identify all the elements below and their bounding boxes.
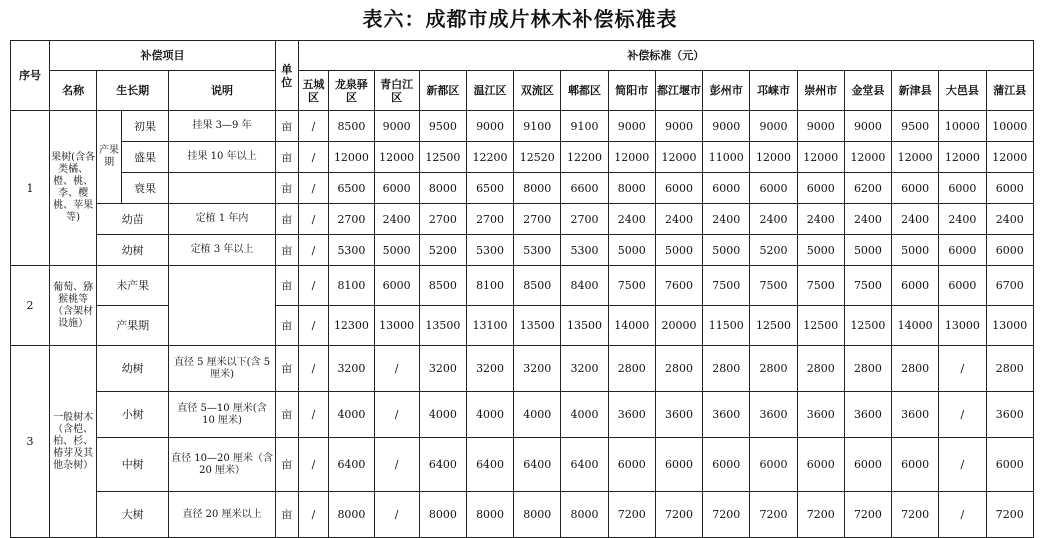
value-cell: 8100 bbox=[329, 266, 374, 306]
value-cell: 2400 bbox=[844, 204, 891, 235]
value-cell: 3600 bbox=[608, 392, 655, 438]
value-cell: 9500 bbox=[892, 111, 939, 142]
value-cell: 8500 bbox=[329, 111, 374, 142]
district-header: 温江区 bbox=[466, 71, 513, 111]
value-cell: 8000 bbox=[514, 173, 561, 204]
value-cell: 3200 bbox=[419, 346, 466, 392]
value-cell: / bbox=[298, 492, 329, 538]
value-cell: 3600 bbox=[703, 392, 750, 438]
row-period: 未产果 bbox=[97, 266, 169, 306]
table-row bbox=[11, 306, 1034, 346]
value-cell: 9000 bbox=[703, 111, 750, 142]
value-cell: 8400 bbox=[561, 266, 608, 306]
district-header: 彭州市 bbox=[703, 71, 750, 111]
table-row bbox=[11, 346, 1034, 392]
value-cell: 14000 bbox=[892, 306, 939, 346]
row-desc bbox=[169, 173, 276, 204]
row-desc: 直径 10—20 厘米（含 20 厘米） bbox=[169, 438, 276, 492]
value-cell: 9000 bbox=[844, 111, 891, 142]
value-cell: / bbox=[374, 492, 419, 538]
value-cell: / bbox=[939, 346, 986, 392]
value-cell: 9100 bbox=[561, 111, 608, 142]
value-cell: 5000 bbox=[844, 235, 891, 266]
value-cell: / bbox=[298, 111, 329, 142]
value-cell: 5000 bbox=[703, 235, 750, 266]
value-cell: 12000 bbox=[892, 142, 939, 173]
value-cell: / bbox=[298, 392, 329, 438]
district-header: 蒲江县 bbox=[986, 71, 1033, 111]
district-header: 郫都区 bbox=[561, 71, 608, 111]
value-cell: 3600 bbox=[892, 392, 939, 438]
row-desc: 直径 5—10 厘米(含 10 厘米) bbox=[169, 392, 276, 438]
row-period: 大树 bbox=[97, 492, 169, 538]
row-period: 产果期 bbox=[97, 306, 169, 346]
value-cell: / bbox=[374, 392, 419, 438]
value-cell: 2400 bbox=[797, 204, 844, 235]
row-unit: 亩 bbox=[275, 438, 298, 492]
row-desc: 定植 1 年内 bbox=[169, 204, 276, 235]
value-cell: 4000 bbox=[419, 392, 466, 438]
value-cell: 3600 bbox=[797, 392, 844, 438]
value-cell: 5000 bbox=[655, 235, 702, 266]
value-cell: 13000 bbox=[939, 306, 986, 346]
page-title: 表六：成都市成片林木补偿标准表 bbox=[362, 7, 678, 31]
value-cell: 2400 bbox=[608, 204, 655, 235]
value-cell: / bbox=[298, 204, 329, 235]
value-cell: 2800 bbox=[797, 346, 844, 392]
value-cell: 12000 bbox=[750, 142, 797, 173]
value-cell: 6000 bbox=[797, 173, 844, 204]
value-cell: 8000 bbox=[419, 173, 466, 204]
value-cell: 10000 bbox=[939, 111, 986, 142]
value-cell: 13500 bbox=[561, 306, 608, 346]
district-header: 金堂县 bbox=[844, 71, 891, 111]
row-unit: 亩 bbox=[275, 306, 298, 346]
value-cell: 13500 bbox=[514, 306, 561, 346]
value-cell: 6400 bbox=[466, 438, 513, 492]
value-cell: 3600 bbox=[844, 392, 891, 438]
value-cell: / bbox=[298, 235, 329, 266]
district-header: 崇州市 bbox=[797, 71, 844, 111]
value-cell: 8000 bbox=[329, 492, 374, 538]
value-cell: 8000 bbox=[561, 492, 608, 538]
value-cell: 6700 bbox=[986, 266, 1033, 306]
district-header: 双流区 bbox=[514, 71, 561, 111]
value-cell: 6000 bbox=[797, 438, 844, 492]
value-cell: 11000 bbox=[703, 142, 750, 173]
header-name: 名称 bbox=[50, 71, 97, 111]
row-period: 幼树 bbox=[97, 235, 169, 266]
value-cell: 5300 bbox=[329, 235, 374, 266]
value-cell: 2800 bbox=[703, 346, 750, 392]
value-cell: 6000 bbox=[939, 235, 986, 266]
value-cell: 6400 bbox=[514, 438, 561, 492]
value-cell: 6000 bbox=[655, 173, 702, 204]
value-cell: 2400 bbox=[986, 204, 1033, 235]
value-cell: 12000 bbox=[608, 142, 655, 173]
row-unit: 亩 bbox=[275, 142, 298, 173]
value-cell: 13500 bbox=[419, 306, 466, 346]
value-cell: 4000 bbox=[514, 392, 561, 438]
value-cell: / bbox=[298, 142, 329, 173]
value-cell: 12000 bbox=[655, 142, 702, 173]
value-cell: 6000 bbox=[655, 438, 702, 492]
row-seq: 3 bbox=[11, 346, 50, 538]
value-cell: 6400 bbox=[419, 438, 466, 492]
row-period: 初果 bbox=[121, 111, 168, 142]
value-cell: 13000 bbox=[374, 306, 419, 346]
value-cell: 7200 bbox=[986, 492, 1033, 538]
header-unit: 单位 bbox=[275, 41, 298, 111]
value-cell: 6500 bbox=[329, 173, 374, 204]
value-cell: 13100 bbox=[466, 306, 513, 346]
row-seq: 1 bbox=[11, 111, 50, 266]
value-cell: / bbox=[939, 492, 986, 538]
value-cell: / bbox=[298, 346, 329, 392]
value-cell: / bbox=[939, 392, 986, 438]
value-cell: 2400 bbox=[655, 204, 702, 235]
value-cell: 8500 bbox=[419, 266, 466, 306]
row-period: 幼苗 bbox=[97, 204, 169, 235]
value-cell: 20000 bbox=[655, 306, 702, 346]
row-desc: 挂果 3—9 年 bbox=[169, 111, 276, 142]
value-cell: / bbox=[298, 438, 329, 492]
value-cell: 2700 bbox=[329, 204, 374, 235]
row-period: 中树 bbox=[97, 438, 169, 492]
value-cell: 6000 bbox=[750, 438, 797, 492]
value-cell: 2400 bbox=[703, 204, 750, 235]
value-cell: 2700 bbox=[419, 204, 466, 235]
value-cell: 5000 bbox=[374, 235, 419, 266]
value-cell: 11500 bbox=[703, 306, 750, 346]
value-cell: 12000 bbox=[844, 142, 891, 173]
value-cell: 12520 bbox=[514, 142, 561, 173]
district-header: 龙泉驿区 bbox=[329, 71, 374, 111]
value-cell: 9000 bbox=[655, 111, 702, 142]
row-desc: 直径 20 厘米以上 bbox=[169, 492, 276, 538]
table-row bbox=[11, 235, 1034, 266]
value-cell: 5000 bbox=[797, 235, 844, 266]
value-cell: 2800 bbox=[655, 346, 702, 392]
value-cell: 2800 bbox=[986, 346, 1033, 392]
value-cell: 13000 bbox=[986, 306, 1033, 346]
row-unit: 亩 bbox=[275, 266, 298, 306]
value-cell: 6000 bbox=[986, 173, 1033, 204]
value-cell: 6000 bbox=[374, 266, 419, 306]
value-cell: / bbox=[374, 438, 419, 492]
value-cell: 12000 bbox=[797, 142, 844, 173]
value-cell: 12300 bbox=[329, 306, 374, 346]
value-cell: / bbox=[298, 173, 329, 204]
header-seq: 序号 bbox=[11, 41, 50, 111]
value-cell: 12000 bbox=[329, 142, 374, 173]
value-cell: 2700 bbox=[561, 204, 608, 235]
value-cell: 2700 bbox=[466, 204, 513, 235]
district-header: 青白江区 bbox=[374, 71, 419, 111]
table-row bbox=[11, 142, 1034, 173]
value-cell: 5300 bbox=[466, 235, 513, 266]
value-cell: 3200 bbox=[561, 346, 608, 392]
value-cell: 12500 bbox=[419, 142, 466, 173]
header-desc: 说明 bbox=[169, 71, 276, 111]
value-cell: 5300 bbox=[561, 235, 608, 266]
value-cell: 12200 bbox=[466, 142, 513, 173]
value-cell: 8000 bbox=[514, 492, 561, 538]
value-cell: 8000 bbox=[466, 492, 513, 538]
value-cell: 7200 bbox=[892, 492, 939, 538]
value-cell: 9500 bbox=[419, 111, 466, 142]
value-cell: 6000 bbox=[374, 173, 419, 204]
value-cell: 6000 bbox=[892, 266, 939, 306]
table-row bbox=[11, 111, 1034, 142]
value-cell: 6000 bbox=[986, 235, 1033, 266]
table-row bbox=[11, 438, 1034, 492]
header-standard: 补偿标准（元） bbox=[298, 41, 1033, 71]
value-cell: 8000 bbox=[419, 492, 466, 538]
table-row bbox=[11, 266, 1034, 306]
value-cell: 12000 bbox=[939, 142, 986, 173]
value-cell: 9000 bbox=[797, 111, 844, 142]
row-seq: 2 bbox=[11, 266, 50, 346]
value-cell: 6000 bbox=[703, 173, 750, 204]
row-period: 幼树 bbox=[97, 346, 169, 392]
value-cell: 7200 bbox=[703, 492, 750, 538]
district-header: 大邑县 bbox=[939, 71, 986, 111]
value-cell: 6400 bbox=[561, 438, 608, 492]
value-cell: 7500 bbox=[797, 266, 844, 306]
value-cell: 7200 bbox=[844, 492, 891, 538]
value-cell: 2400 bbox=[374, 204, 419, 235]
row-name: 果树(含各类橘、橙、桃、李、樱桃、苹果等) bbox=[50, 111, 97, 266]
value-cell: 6400 bbox=[329, 438, 374, 492]
value-cell: 6000 bbox=[892, 438, 939, 492]
value-cell: 2400 bbox=[892, 204, 939, 235]
row-name: 葡萄、猕猴桃等（含架材设施） bbox=[50, 266, 97, 346]
row-desc bbox=[169, 266, 276, 346]
value-cell: 7500 bbox=[750, 266, 797, 306]
value-cell: 5200 bbox=[419, 235, 466, 266]
district-header: 新津县 bbox=[892, 71, 939, 111]
row-period: 小树 bbox=[97, 392, 169, 438]
header-period: 生长期 bbox=[97, 71, 169, 111]
header-items: 补偿项目 bbox=[50, 41, 276, 71]
value-cell: 2800 bbox=[844, 346, 891, 392]
value-cell: 3600 bbox=[986, 392, 1033, 438]
value-cell: 3200 bbox=[514, 346, 561, 392]
row-period: 衰果 bbox=[121, 173, 168, 204]
row-period: 盛果 bbox=[121, 142, 168, 173]
row-unit: 亩 bbox=[275, 204, 298, 235]
value-cell: 7200 bbox=[797, 492, 844, 538]
district-header: 简阳市 bbox=[608, 71, 655, 111]
value-cell: 3200 bbox=[329, 346, 374, 392]
value-cell: 8000 bbox=[608, 173, 655, 204]
value-cell: 8500 bbox=[514, 266, 561, 306]
value-cell: 2800 bbox=[750, 346, 797, 392]
row-subgroup: 产果期 bbox=[97, 111, 122, 204]
row-desc: 挂果 10 年以上 bbox=[169, 142, 276, 173]
value-cell: 3600 bbox=[750, 392, 797, 438]
row-desc: 直径 5 厘米以下(含 5 厘米) bbox=[169, 346, 276, 392]
value-cell: 5300 bbox=[514, 235, 561, 266]
value-cell: 9000 bbox=[466, 111, 513, 142]
value-cell: 6200 bbox=[844, 173, 891, 204]
value-cell: 12000 bbox=[374, 142, 419, 173]
value-cell: 12500 bbox=[750, 306, 797, 346]
value-cell: 6000 bbox=[939, 266, 986, 306]
row-unit: 亩 bbox=[275, 346, 298, 392]
value-cell: 6600 bbox=[561, 173, 608, 204]
value-cell: 7200 bbox=[608, 492, 655, 538]
district-header: 五城区 bbox=[298, 71, 329, 111]
value-cell: 5000 bbox=[608, 235, 655, 266]
value-cell: 2800 bbox=[892, 346, 939, 392]
value-cell: 4000 bbox=[329, 392, 374, 438]
row-unit: 亩 bbox=[275, 392, 298, 438]
value-cell: 7200 bbox=[750, 492, 797, 538]
value-cell: 6500 bbox=[466, 173, 513, 204]
value-cell: 10000 bbox=[986, 111, 1033, 142]
district-header: 都江堰市 bbox=[655, 71, 702, 111]
value-cell: 7500 bbox=[703, 266, 750, 306]
value-cell: 12200 bbox=[561, 142, 608, 173]
value-cell: / bbox=[298, 306, 329, 346]
table-row bbox=[11, 204, 1034, 235]
row-unit: 亩 bbox=[275, 235, 298, 266]
row-name: 一般树木（含桤、柏、杉、椿芽及其他杂树） bbox=[50, 346, 97, 538]
value-cell: 12000 bbox=[986, 142, 1033, 173]
value-cell: 14000 bbox=[608, 306, 655, 346]
value-cell: 7500 bbox=[608, 266, 655, 306]
value-cell: 6000 bbox=[892, 173, 939, 204]
compensation-table bbox=[10, 40, 1034, 538]
value-cell: 3200 bbox=[466, 346, 513, 392]
value-cell: 7600 bbox=[655, 266, 702, 306]
value-cell: 4000 bbox=[466, 392, 513, 438]
value-cell: 2700 bbox=[514, 204, 561, 235]
value-cell: 12500 bbox=[844, 306, 891, 346]
value-cell: 9000 bbox=[750, 111, 797, 142]
row-unit: 亩 bbox=[275, 173, 298, 204]
value-cell: 7200 bbox=[655, 492, 702, 538]
value-cell: 9000 bbox=[374, 111, 419, 142]
value-cell: 6000 bbox=[939, 173, 986, 204]
value-cell: 6000 bbox=[986, 438, 1033, 492]
value-cell: 6000 bbox=[750, 173, 797, 204]
value-cell: 6000 bbox=[703, 438, 750, 492]
value-cell: 2400 bbox=[750, 204, 797, 235]
value-cell: 9100 bbox=[514, 111, 561, 142]
value-cell: 6000 bbox=[608, 438, 655, 492]
table-row bbox=[11, 492, 1034, 538]
row-unit: 亩 bbox=[275, 492, 298, 538]
value-cell: 5000 bbox=[892, 235, 939, 266]
table-row bbox=[11, 173, 1034, 204]
value-cell: / bbox=[374, 346, 419, 392]
value-cell: 2400 bbox=[939, 204, 986, 235]
value-cell: 7500 bbox=[844, 266, 891, 306]
district-header: 邛崃市 bbox=[750, 71, 797, 111]
value-cell: 2800 bbox=[608, 346, 655, 392]
value-cell: 8100 bbox=[466, 266, 513, 306]
value-cell: 3600 bbox=[655, 392, 702, 438]
table-row bbox=[11, 392, 1034, 438]
row-desc: 定植 3 年以上 bbox=[169, 235, 276, 266]
district-header: 新都区 bbox=[419, 71, 466, 111]
value-cell: 12500 bbox=[797, 306, 844, 346]
value-cell: 4000 bbox=[561, 392, 608, 438]
value-cell: 6000 bbox=[844, 438, 891, 492]
value-cell: 5200 bbox=[750, 235, 797, 266]
row-unit: 亩 bbox=[275, 111, 298, 142]
value-cell: / bbox=[939, 438, 986, 492]
value-cell: / bbox=[298, 266, 329, 306]
value-cell: 9000 bbox=[608, 111, 655, 142]
